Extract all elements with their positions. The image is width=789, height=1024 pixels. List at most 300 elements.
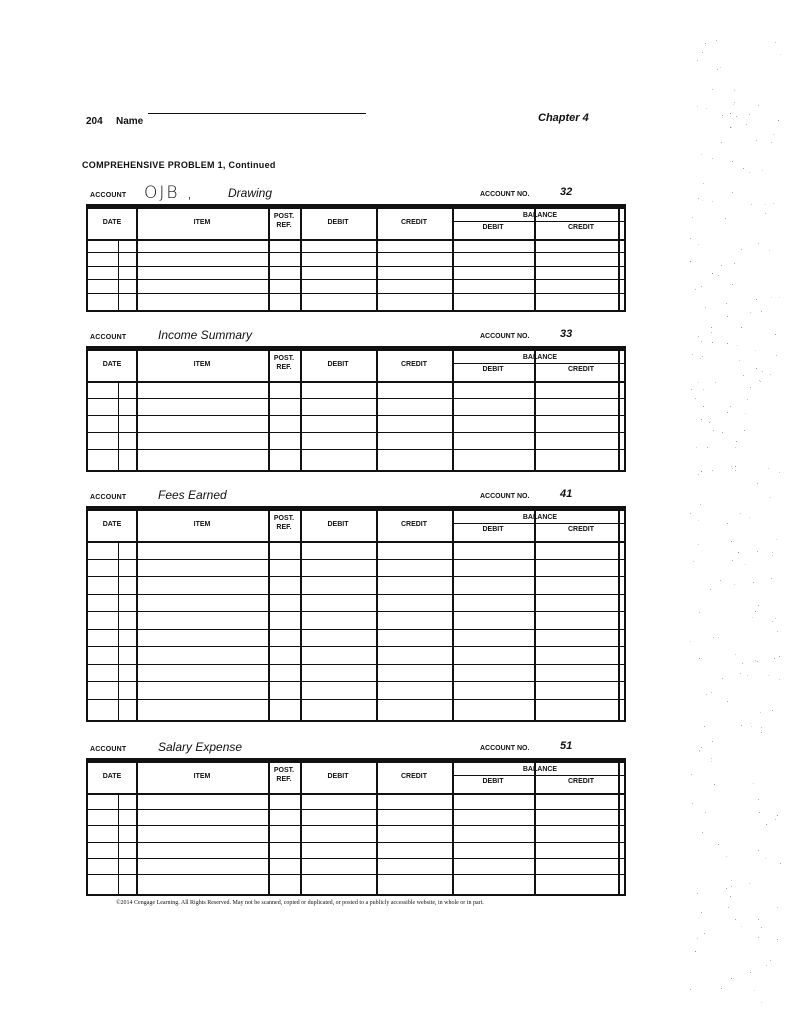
scan-speck	[695, 951, 696, 952]
scan-speck	[731, 541, 732, 542]
scan-speck	[711, 332, 712, 333]
row-rule	[88, 825, 624, 826]
post-ref-column-header: POST.	[273, 515, 295, 522]
scan-speck	[698, 336, 699, 337]
header-rule	[88, 381, 624, 383]
scan-speck	[743, 168, 744, 169]
scan-speck	[690, 238, 691, 239]
row-rule	[88, 279, 624, 280]
ledger-table-drawing[interactable]	[86, 206, 626, 312]
scan-speck	[747, 399, 748, 400]
scan-speck	[736, 116, 737, 117]
scan-speck	[691, 774, 692, 775]
scan-speck	[758, 799, 759, 800]
scan-speck	[755, 350, 756, 351]
scan-speck	[736, 441, 737, 442]
scan-speck	[699, 612, 700, 613]
scan-speck	[740, 513, 741, 514]
scan-speck	[756, 368, 757, 369]
scan-speck	[775, 42, 776, 43]
row-rule	[88, 809, 624, 810]
scan-speck	[766, 965, 767, 966]
scan-speck	[711, 327, 712, 328]
credit-column-header: CREDIT	[400, 521, 428, 528]
account-label: ACCOUNT	[90, 192, 127, 199]
balance-credit-header: CREDIT	[567, 526, 595, 533]
scan-speck	[695, 398, 696, 399]
scan-speck	[705, 43, 706, 44]
row-rule	[88, 594, 624, 595]
scan-speck	[768, 468, 769, 469]
scan-speck	[701, 912, 702, 913]
scan-speck	[701, 341, 702, 342]
scan-speck	[698, 382, 699, 383]
account-header-drawing	[86, 183, 626, 206]
scan-speck	[750, 387, 751, 388]
scan-speck	[772, 555, 773, 556]
scan-speck	[780, 863, 781, 864]
scan-speck	[758, 605, 759, 606]
scan-speck	[727, 343, 728, 344]
scan-speck	[713, 430, 714, 431]
scan-speck	[712, 470, 713, 471]
scan-speck	[755, 611, 756, 612]
row-rule	[88, 611, 624, 612]
copyright-footer: ©2014 Cengage Learning. All Rights Reserved. May not be scanned, copied or duplicated, or posted to a publicly accessible website, in whole or in part.	[116, 900, 484, 906]
scan-speck	[728, 907, 729, 908]
balance-column-header: BALANCE	[522, 514, 558, 521]
scan-speck	[753, 582, 754, 583]
scan-speck	[714, 784, 715, 785]
scan-speck	[735, 470, 736, 471]
scan-speck	[712, 273, 713, 274]
scan-speck	[690, 261, 691, 262]
scan-speck	[765, 858, 766, 859]
scan-speck	[758, 105, 759, 106]
scan-speck	[698, 244, 699, 245]
ledger-table-income-summary[interactable]	[86, 348, 626, 472]
scan-speck	[759, 380, 760, 381]
row-rule	[88, 432, 624, 433]
scan-speck	[777, 907, 778, 908]
scan-speck	[726, 856, 727, 857]
scan-speck	[757, 551, 758, 552]
scan-speck	[715, 382, 716, 383]
account-label: ACCOUNT	[90, 494, 127, 501]
scan-speck	[758, 937, 759, 938]
scan-speck	[711, 761, 712, 762]
scan-speck	[692, 217, 693, 218]
scan-speck	[732, 560, 733, 561]
scan-speck	[693, 561, 694, 562]
scan-speck	[730, 896, 731, 897]
account-label: ACCOUNT	[90, 746, 127, 753]
account-no-label: ACCOUNT NO.	[480, 191, 530, 198]
scan-speck	[765, 204, 766, 205]
item-column-header: ITEM	[193, 219, 211, 226]
scan-speck	[695, 289, 696, 290]
scan-speck	[721, 988, 722, 989]
handwritten-name: OJB ,	[144, 183, 195, 203]
scan-speck	[732, 468, 733, 469]
scan-speck	[703, 389, 704, 390]
name-input-line[interactable]	[148, 113, 366, 114]
scan-speck	[745, 564, 746, 565]
account-number: 41	[560, 488, 573, 500]
scan-speck	[707, 447, 708, 448]
row-rule	[88, 681, 624, 682]
scan-speck	[690, 989, 691, 990]
scan-speck	[761, 732, 762, 733]
balance-debit-header: DEBIT	[482, 224, 504, 231]
header-rule	[88, 793, 624, 795]
date-column-header: DATE	[102, 219, 122, 226]
scan-speck	[741, 327, 742, 328]
scan-speck	[730, 113, 731, 114]
account-name: Salary Expense	[158, 740, 243, 754]
scan-speck	[757, 483, 758, 484]
ledger-table-fees-earned[interactable]	[86, 508, 626, 722]
scan-speck	[752, 617, 753, 618]
scan-speck	[743, 375, 744, 376]
scan-speck	[735, 919, 736, 920]
scan-speck	[730, 127, 731, 128]
post-ref-column-header-2: REF.	[276, 776, 292, 783]
page-number: 204	[86, 116, 103, 127]
scan-speck	[710, 589, 711, 590]
scan-speck	[773, 134, 774, 135]
scan-speck	[712, 342, 713, 343]
scan-speck	[751, 204, 752, 205]
scan-speck	[775, 819, 776, 820]
scan-speck	[698, 520, 699, 521]
balance-rule	[452, 775, 624, 776]
balance-column-header: BALANCE	[522, 766, 558, 773]
scan-speck	[692, 354, 693, 355]
post-ref-column-header: POST.	[273, 213, 295, 220]
scan-speck	[722, 115, 723, 116]
scan-speck	[770, 960, 771, 961]
name-label: Name	[116, 116, 144, 127]
scan-speck	[762, 371, 763, 372]
account-header-salary-expense	[86, 740, 626, 760]
scan-speck	[749, 517, 750, 518]
scan-speck	[696, 447, 697, 448]
scan-speck	[712, 158, 713, 159]
scan-speck	[732, 192, 733, 193]
scan-speck	[734, 584, 735, 585]
scan-speck	[761, 927, 762, 928]
scan-speck	[700, 358, 701, 359]
scan-speck	[702, 52, 703, 53]
scan-speck	[774, 658, 775, 659]
debit-column-header: DEBIT	[327, 773, 349, 780]
scan-speck	[709, 422, 710, 423]
scan-speck	[727, 412, 728, 413]
scan-speck	[749, 114, 750, 115]
scan-speck	[758, 243, 759, 244]
scan-speck	[698, 198, 699, 199]
scan-speck	[751, 726, 752, 727]
balance-rule	[452, 221, 624, 222]
scan-speck	[731, 886, 732, 887]
account-name: Fees Earned	[158, 488, 227, 502]
scan-speck	[756, 140, 757, 141]
account-number: 51	[560, 740, 573, 752]
scan-speck	[734, 263, 735, 264]
scan-speck	[690, 641, 691, 642]
scan-speck	[727, 523, 728, 524]
scan-speck	[727, 701, 728, 702]
scan-speck	[741, 725, 742, 726]
scan-speck	[772, 621, 773, 622]
balance-column-header: BALANCE	[522, 212, 558, 219]
scan-speck	[777, 939, 778, 940]
scan-speck	[733, 104, 734, 105]
column-rule	[118, 793, 119, 894]
scan-speck	[762, 170, 763, 171]
balance-credit-header: CREDIT	[567, 224, 595, 231]
scan-speck	[699, 751, 700, 752]
scan-speck	[776, 539, 777, 540]
scan-speck	[761, 727, 762, 728]
debit-column-header: DEBIT	[327, 219, 349, 226]
row-rule	[88, 252, 624, 253]
post-ref-column-header: POST.	[273, 767, 295, 774]
scan-speck	[771, 297, 772, 298]
scan-speck	[777, 631, 778, 632]
scan-speck	[735, 466, 736, 467]
scan-speck	[721, 265, 722, 266]
scan-speck	[741, 926, 742, 927]
balance-credit-header: CREDIT	[567, 366, 595, 373]
scan-speck	[698, 474, 699, 475]
date-column-header: DATE	[102, 361, 122, 368]
account-label: ACCOUNT	[90, 334, 127, 341]
scan-speck	[712, 201, 713, 202]
scan-speck	[758, 919, 759, 920]
scan-speck	[761, 311, 762, 312]
item-column-header: ITEM	[193, 361, 211, 368]
scan-speck	[757, 661, 758, 662]
scan-speck	[701, 747, 702, 748]
scan-speck	[745, 413, 746, 414]
scan-speck	[744, 430, 745, 431]
scan-speck	[700, 504, 701, 505]
column-rule	[118, 541, 119, 720]
row-rule	[88, 646, 624, 647]
scan-speck	[718, 844, 719, 845]
scan-speck	[705, 812, 706, 813]
scan-speck	[769, 250, 770, 251]
balance-debit-header: DEBIT	[482, 526, 504, 533]
row-rule	[88, 874, 624, 875]
problem-title: COMPREHENSIVE PROBLEM 1, Continued	[82, 160, 276, 170]
scan-speck	[755, 660, 756, 661]
post-ref-column-header: POST.	[273, 355, 295, 362]
scan-speck	[706, 694, 707, 695]
scan-speck	[713, 637, 714, 638]
debit-column-header: DEBIT	[327, 521, 349, 528]
scan-speck	[766, 824, 767, 825]
scan-speck	[704, 933, 705, 934]
item-column-header: ITEM	[193, 521, 211, 528]
column-rule	[118, 239, 119, 310]
scan-speck	[732, 161, 733, 162]
scan-speck	[731, 978, 732, 979]
scan-speck	[750, 312, 751, 313]
scan-speck	[716, 40, 717, 41]
scan-speck	[697, 106, 698, 107]
scan-speck	[765, 213, 766, 214]
scan-speck	[698, 544, 699, 545]
scan-speck	[701, 154, 702, 155]
scan-speck	[725, 218, 726, 219]
scan-speck	[704, 726, 705, 727]
scan-speck	[727, 316, 728, 317]
column-rule	[118, 381, 119, 470]
scan-speck	[730, 406, 731, 407]
row-rule	[88, 449, 624, 450]
scan-speck	[750, 723, 751, 724]
account-name: Income Summary	[158, 328, 253, 342]
header-rule	[88, 239, 624, 241]
row-rule	[88, 398, 624, 399]
scan-speck	[771, 142, 772, 143]
scan-speck	[746, 124, 747, 125]
scan-speck	[703, 406, 704, 407]
scan-speck	[770, 374, 771, 375]
row-rule	[88, 858, 624, 859]
scan-speck	[742, 663, 743, 664]
scan-speck	[722, 678, 723, 679]
scan-speck	[779, 297, 780, 298]
scan-speck	[690, 513, 691, 514]
row-rule	[88, 266, 624, 267]
row-rule	[88, 293, 624, 294]
balance-rule	[452, 363, 624, 364]
scan-speck	[705, 307, 706, 308]
scan-speck	[718, 275, 719, 276]
scan-speck	[721, 142, 722, 143]
row-rule	[88, 415, 624, 416]
account-no-label: ACCOUNT NO.	[480, 333, 530, 340]
scan-speck	[706, 108, 707, 109]
scan-speck	[711, 758, 712, 759]
scan-speck	[692, 803, 693, 804]
scan-speck	[710, 418, 711, 419]
scan-speck	[750, 972, 751, 973]
date-column-header: DATE	[102, 521, 122, 528]
row-rule	[88, 842, 624, 843]
scan-speck	[734, 90, 735, 91]
row-rule	[88, 699, 624, 700]
scan-speck	[701, 471, 702, 472]
scan-speck	[747, 675, 748, 676]
scan-speck	[749, 883, 750, 884]
scan-speck	[735, 447, 736, 448]
scan-speck	[735, 654, 736, 655]
scan-speck	[761, 1002, 762, 1003]
scan-speck	[772, 710, 773, 711]
scan-speck	[737, 345, 738, 346]
scan-speck	[739, 360, 740, 361]
scan-speck	[718, 637, 719, 638]
row-rule	[88, 559, 624, 560]
scan-speck	[778, 120, 779, 121]
date-column-header: DATE	[102, 773, 122, 780]
scan-speck	[699, 750, 700, 751]
row-rule	[88, 664, 624, 665]
scan-speck	[720, 580, 721, 581]
balance-credit-header: CREDIT	[567, 778, 595, 785]
scan-speck	[740, 673, 741, 674]
header-rule	[88, 541, 624, 543]
scan-speck	[734, 102, 735, 103]
scan-speck	[691, 389, 692, 390]
scan-speck	[702, 832, 703, 833]
row-rule	[88, 629, 624, 630]
account-header-income-summary	[86, 328, 626, 348]
ledger-table-salary-expense[interactable]	[86, 760, 626, 896]
scan-speck	[726, 888, 727, 889]
post-ref-column-header-2: REF.	[276, 524, 292, 531]
credit-column-header: CREDIT	[400, 219, 428, 226]
scan-speck	[779, 656, 780, 657]
scan-speck	[703, 183, 704, 184]
scan-speck	[701, 419, 702, 420]
scan-speck	[697, 893, 698, 894]
balance-rule	[452, 523, 624, 524]
account-number: 32	[560, 186, 573, 198]
account-name: Drawing	[228, 186, 273, 200]
item-column-header: ITEM	[193, 773, 211, 780]
scan-speck	[702, 356, 703, 357]
row-rule	[88, 576, 624, 577]
scan-speck	[712, 741, 713, 742]
scan-speck	[775, 618, 776, 619]
scan-speck	[720, 67, 721, 68]
scan-speck	[754, 990, 755, 991]
balance-debit-header: DEBIT	[482, 366, 504, 373]
scan-speck	[731, 880, 732, 881]
scan-speck	[738, 552, 739, 553]
scan-speck	[770, 497, 771, 498]
scan-speck	[697, 60, 698, 61]
scan-speck	[779, 472, 780, 473]
scan-speck	[759, 812, 760, 813]
credit-column-header: CREDIT	[400, 773, 428, 780]
scan-speck	[702, 200, 703, 201]
post-ref-column-header-2: REF.	[276, 222, 292, 229]
balance-column-header: BALANCE	[522, 354, 558, 361]
scan-speck	[753, 783, 754, 784]
scan-speck	[771, 578, 772, 579]
scan-speck	[756, 299, 757, 300]
scan-speck	[768, 675, 769, 676]
scan-speck	[712, 89, 713, 90]
scan-speck	[701, 286, 702, 287]
debit-column-header: DEBIT	[327, 361, 349, 368]
scan-speck	[779, 679, 780, 680]
scan-speck	[717, 69, 718, 70]
scan-speck	[773, 203, 774, 204]
scan-speck	[711, 692, 712, 693]
account-no-label: ACCOUNT NO.	[480, 745, 530, 752]
scan-speck	[780, 54, 781, 55]
scan-speck	[777, 815, 778, 816]
scan-speck	[732, 284, 733, 285]
